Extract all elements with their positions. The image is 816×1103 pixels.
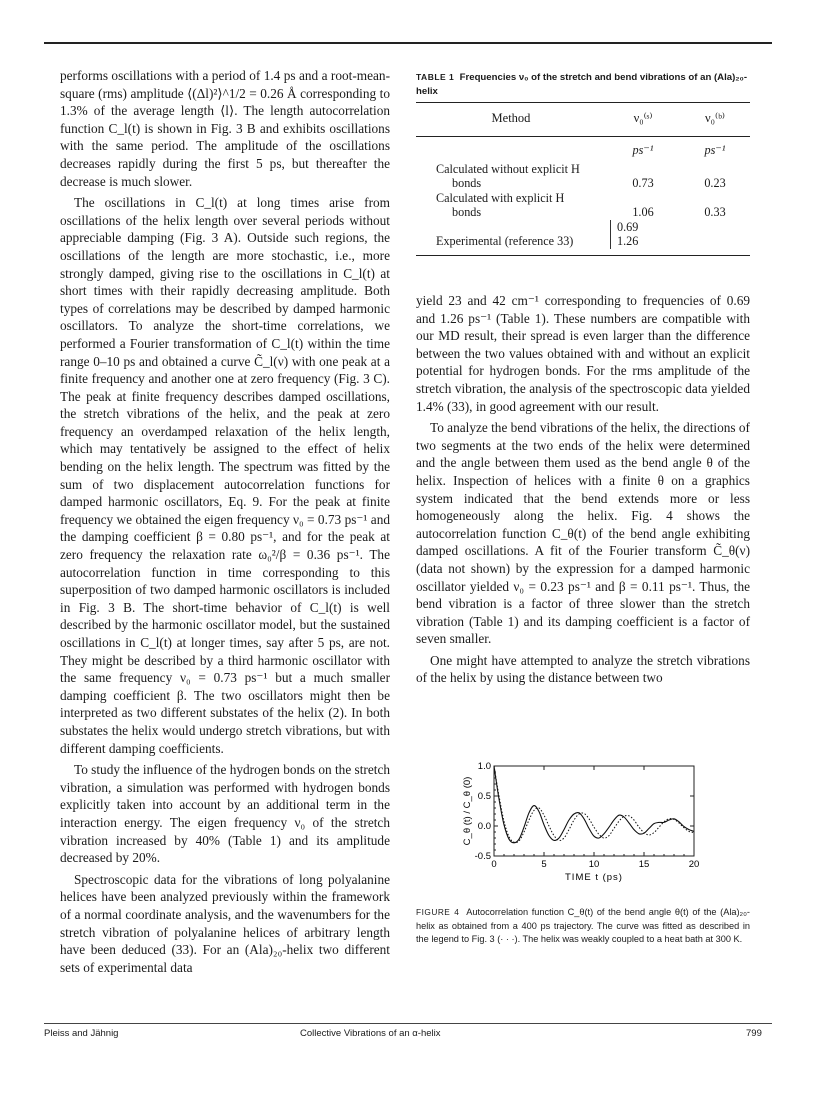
paragraph: yield 23 and 42 cm⁻¹ corresponding to frequencies of 0.69 and 1.26 ps⁻¹ (Table 1). These numbers are compatible with our MD result, their spread is even larger than the difference between the two values obtained with and without an explicit potential for hydrogen bonds. For the rms amplitude of the stretch vibration, the analysis of the spectroscopic data yielded 1.4% (33), in good agreement with our result. <box>416 293 750 414</box>
figure-caption-text: Autocorrelation function C_θ(t) of the bend angle θ(t) of the (Ala)₂₀-helix as obtained from a 400 ps trajectory. The curve was fitted as described in the legend to Fig. 3 (· · ·). The helix was weakly coupled to a heat bath at 300 K. <box>416 907 750 944</box>
units-row <box>416 143 750 158</box>
x-tick-label: 5 <box>541 859 547 870</box>
paragraph: To analyze the bend vibrations of the helix, the directions of two segments at the two ends of the helix were determined and the angle between them used as the bend angle θ of the helix. Inspection of helices with a finite θ on a graphics system indicated that the bend extends more or less homogeneously along the helix. Fig. 4 shows the autocorrelation function C_θ(t) of the bend angle exhibiting damped oscillations. A fit of the Fourier transform C̃_θ(ν) (data not shown) by the expression for a damped harmonic oscillator yielded ν₀ = 0.23 ps⁻¹ and β = 0.11 ps⁻¹. Thus, the bend vibration is a factor of three slower than the stretch vibration (Table 1) and its damping coefficient is a factor of seven smaller. <box>416 420 750 647</box>
method-cell: Experimental (reference 33) <box>436 233 574 248</box>
paragraph: performs oscillations with a period of 1.4 ps and a root-mean-square (rms) amplitude ⟨(Δl)²⟩^1/2 = 0.26 Å corresponding to 1.3% of the average length ⟨l⟩. The length autocorrelation function C_l(t) is shown in Fig. 3 B and exhibits oscillations with the same period. The amplitude of the oscillations decreases rapidly during the first 5 ps, but thereafter the decrease is much slower. <box>60 68 390 189</box>
series-line-fit <box>494 766 694 843</box>
x-tick-label: 20 <box>688 859 700 870</box>
method-line: bonds <box>452 205 482 219</box>
y-axis-label: C_θ (t) / C_θ (0) <box>462 776 473 846</box>
stretch-cell: 1.06 <box>632 204 654 219</box>
brace <box>610 220 638 249</box>
figure-label: FIGURE 4 <box>416 907 460 917</box>
footer-title: Collective Vibrations of an α-helix <box>300 1028 441 1039</box>
table-row <box>416 191 750 220</box>
y-tick-label: 0.5 <box>477 791 491 802</box>
table-title: Frequencies ν₀ of the stretch and bend vibrations of an (Ala)₂₀-helix <box>416 72 748 97</box>
x-tick-label: 0 <box>491 859 497 870</box>
y-tick-label: -0.5 <box>474 851 491 862</box>
figure-4-chart <box>416 760 750 900</box>
bend-cell: 0.23 <box>704 175 726 190</box>
table-header-row <box>416 103 750 133</box>
table-row <box>416 162 750 191</box>
stretch-cell: 0.73 <box>632 175 654 190</box>
paragraph: To study the influence of the hydrogen bonds on the stretch vibration, a simulation was performed with hydrogen bonds explicitly taken into account by an additional term in the interaction energy. The eigen frequency ν₀ of the stretch vibration increased by 40% (Table 1) and its amplitude decreased by 20%. <box>60 762 390 866</box>
page-number: 799 <box>746 1028 762 1039</box>
table-rule <box>416 255 750 256</box>
left-column <box>60 67 390 976</box>
table-row <box>416 220 750 249</box>
header-stretch: ν₀⁽ˢ⁾ <box>633 111 653 125</box>
bottom-rule <box>44 1023 772 1024</box>
method-line: Calculated with explicit H <box>436 190 565 205</box>
paragraph: The oscillations in C_l(t) at long times arise from oscillations of the helix length over several periods without appreciable damping (Fig. 3 A). Outside such regions, the oscillations of the length are more stochastic, i.e., more strongly damped, giving rise to the oscillations in C_l(t) at short times with their rapidly decreasing amplitude. Both types of correlations may be described by damped harmonic oscillators. To analyze the short-time correlations, we performed a Fourier transformation of C_l(t) within the time range 0–10 ps and obtained a curve C̃_l(ν) with one peak at a finite frequency and another one at zero frequency (Fig. 3 C). The peak at finite frequency describes damped oscillations, the stretch vibrations of the helix, and the peak at zero frequency an overdamped relaxation of the helix length, which may tentatively be assigned to the effect of helix bending on the helix length. The spectrum was fitted by the sum of two displacement autocorrelation functions for damped harmonic oscillators, Eq. 9. For the peak at finite frequency we obtained the eigen frequency ν₀ = 0.73 ps⁻¹ and the damping coefficient β = 0.80 ps⁻¹, and for the peak at zero frequency the relaxation rate ω₀²/β = 0.36 ps⁻¹. The autocorrelation function in time corresponding to this superposition of two damped harmonic oscillators is included in Fig. 3 B. The short-time behavior of C_l(t) is well described by the harmonic oscillator model, but the sustained oscillations in C_l(t) at longer times, say after 5 ps, are not. They might be described by a third harmonic oscillator with the same frequency ν₀ = 0.73 ps⁻¹ but a much smaller damping coefficient β. The two oscillators might then be interpreted as two different substates of the helix (2). In both substates the helix would undergo stretch vibrations, but with different damping coefficients. <box>60 195 390 756</box>
paragraph: Spectroscopic data for the vibrations of long polyalanine helices have been analyzed previously within the framework of a normal coordinate analysis, and the wavenumbers for the stretch vibration of polyalanine helices of arbitrary length have been deduced (33). For an (Ala)₂₀-helix two different sets of experimental data <box>60 871 390 975</box>
figure-caption <box>416 906 750 947</box>
method-cell <box>416 191 606 220</box>
value: 1.26 <box>617 234 639 248</box>
table-rule <box>416 136 750 137</box>
unit-bend: ps⁻¹ <box>704 143 726 157</box>
paragraph: One might have attempted to analyze the stretch vibrations of the helix by using the distance between two <box>416 652 750 686</box>
top-rule <box>44 42 772 44</box>
method-cell <box>416 162 606 191</box>
footer-authors: Pleiss and Jähnig <box>44 1028 119 1039</box>
header-method: Method <box>491 110 531 125</box>
plot-frame <box>494 766 694 856</box>
method-line: Calculated without explicit H <box>436 161 580 176</box>
x-axis-label: TIME t (ps) <box>565 872 623 883</box>
table-label: TABLE 1 <box>416 72 455 82</box>
bend-cell: 0.33 <box>704 204 726 219</box>
stretch-cell <box>606 220 680 249</box>
header-bend: ν₀⁽ᵇ⁾ <box>704 111 726 125</box>
unit-stretch: ps⁻¹ <box>632 143 654 157</box>
y-tick-label: 1.0 <box>477 761 491 772</box>
value: 0.69 <box>617 219 639 234</box>
y-tick-label: 0.0 <box>477 821 491 832</box>
right-column <box>416 292 750 687</box>
table-caption <box>416 70 750 99</box>
method-line: bonds <box>452 176 482 190</box>
table-1 <box>416 70 750 256</box>
x-tick-label: 15 <box>638 859 650 870</box>
x-tick-label: 10 <box>588 859 600 870</box>
